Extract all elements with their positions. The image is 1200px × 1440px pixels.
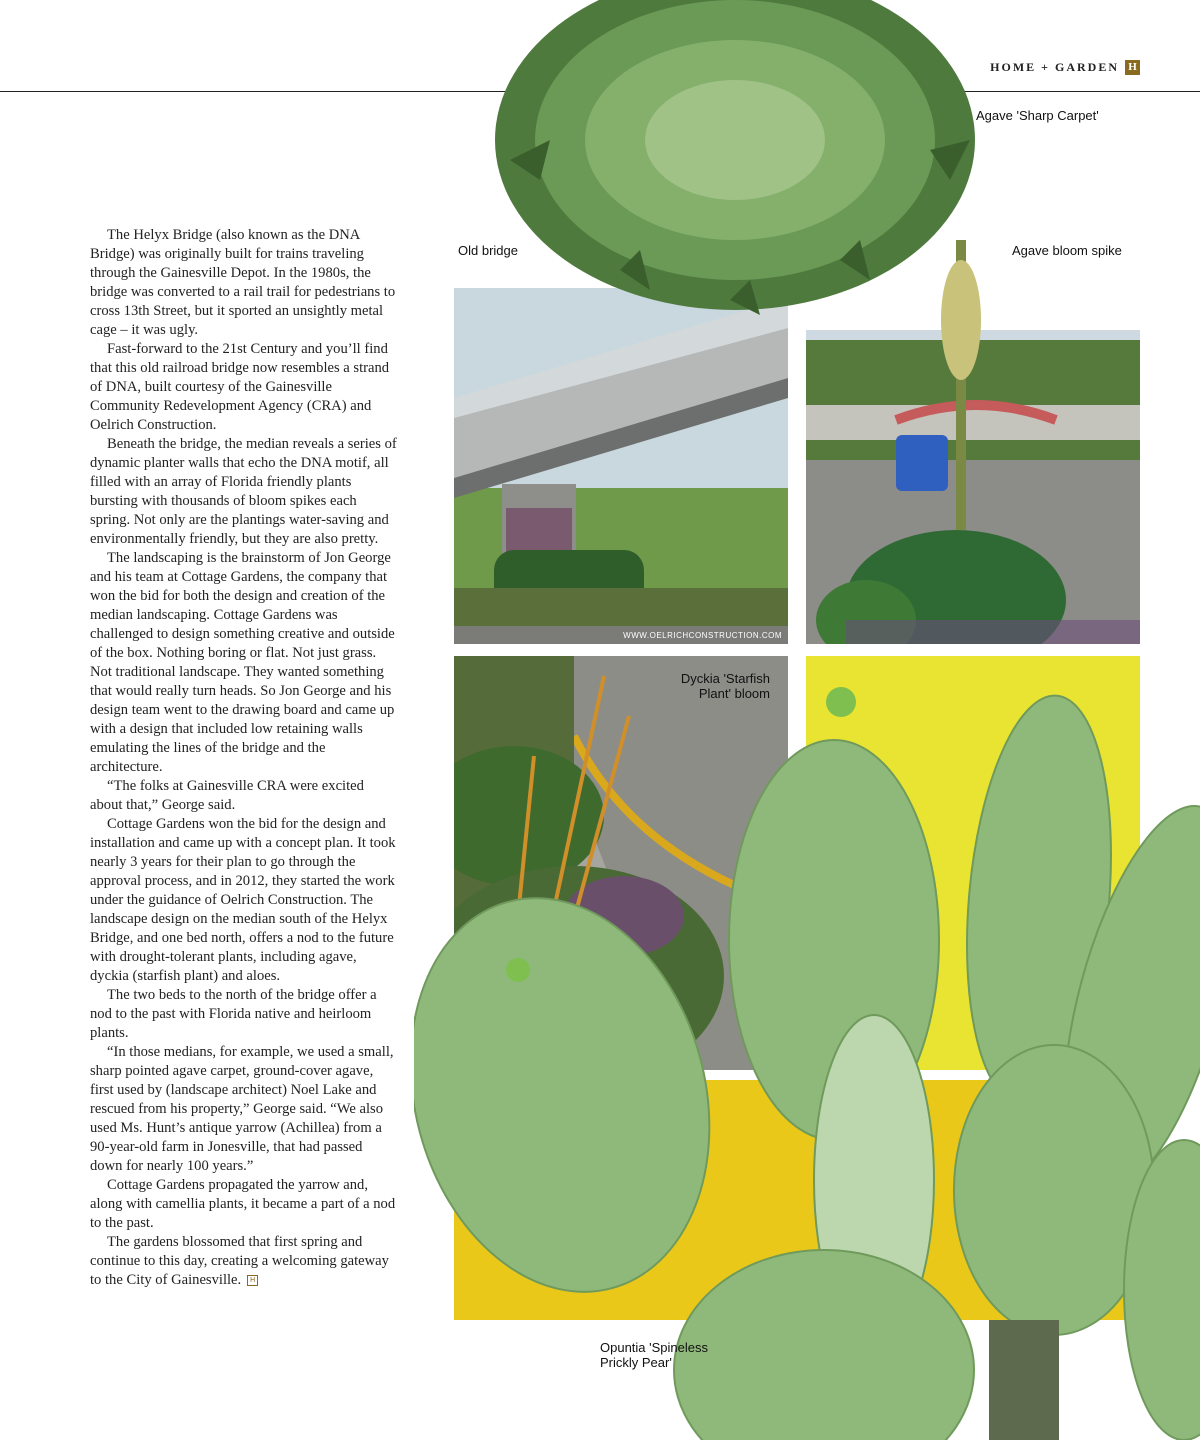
section-badge-icon: H <box>1125 60 1140 75</box>
article-paragraph: Cottage Gardens propagated the yarrow and, along with camellia plants, it became a part of a nod to the past. <box>90 1177 396 1231</box>
section-label <box>990 60 1140 75</box>
caption-opuntia-line2: Prickly Pear' <box>600 1355 672 1370</box>
caption-opuntia-line1: Opuntia 'Spineless <box>600 1340 708 1355</box>
article-paragraph: The landscaping is the brainstorm of Jon George and his team at Cottage Gardens, the company that won the bid for both the design and creation of the median landscaping. Cottage Gardens was challenged to design something creative and outside of the box. Nothing boring or flat. Not just grass. Not traditional landscape. They wanted something that would really turn heads. So Jon George and his design team went to the drawing board and came up with a design that included low retaining walls emulating the lines of the bridge and the architecture. <box>90 550 395 775</box>
article-paragraph: “In those medians, for example, we used a small, sharp pointed agave carpet, ground-cover agave, first used by (landscape architect) Noel Lake and rescued from his property,” George said. “We also used Ms. Hunt’s antique yarrow (Achillea) from a 90-year-old farm in Jonesville, that had passed down for nearly 100 years.” <box>90 1044 394 1174</box>
agave-sharp-carpet-image <box>490 0 980 320</box>
caption-dyckia-line2: Plant' bloom <box>698 686 770 701</box>
article-paragraph: “The folks at Gainesville CRA were excited about that,” George said. <box>90 778 364 813</box>
section-title: HOME + GARDEN <box>990 60 1119 74</box>
article-paragraph: Cottage Gardens won the bid for the design and installation and came up with a concept plan. It took nearly 3 years for their plan to go through the approval process, and in 2012, they started the work under the guidance of Oelrich Construction. The landscape design on the median south of the Helyx Bridge, and one bed north, offers a nod to the future with drought-tolerant plants, including agave, dyckia (starfish plant) and aloes. <box>90 816 396 984</box>
photo-credit: WWW.OELRICHCONSTRUCTION.COM <box>623 631 782 640</box>
caption-dyckia-line1: Dyckia 'Starfish <box>680 671 770 686</box>
article-paragraph-last <box>90 1233 398 1290</box>
caption-agave-sharp-carpet: Agave 'Sharp Carpet' <box>976 108 1099 123</box>
caption-dyckia <box>660 671 770 701</box>
article-body <box>90 226 398 1290</box>
old-bridge-photo <box>454 288 788 644</box>
article-paragraph: Beneath the bridge, the median reveals a series of dynamic planter walls that echo the DNA motif, all filled with an array of Florida friendly plants bursting with thousands of bloom spikes each spring. Not only are the plantings water-saving and environmentally friendly, but they are also pretty. <box>90 436 397 547</box>
article-paragraph: The two beds to the north of the bridge offer a nod to the past with Florida native and heirloom plants. <box>90 987 377 1041</box>
article-paragraph-text: The gardens blossomed that first spring and continue to this day, creating a welcoming gateway to the City of Gainesville. <box>90 1234 389 1288</box>
article-paragraph: The Helyx Bridge (also known as the DNA Bridge) was originally built for trains traveling through the Gainesville Depot. In the 1980s, the bridge was converted to a rail trail for pedestrians to cross 13th Street, but it sported an unsightly metal cage – it was ugly. <box>90 227 396 338</box>
caption-agave-bloom-spike: Agave bloom spike <box>1012 243 1122 258</box>
end-mark-icon: H <box>247 1275 258 1286</box>
article-paragraph: Fast-forward to the 21st Century and you’ll find that this old railroad bridge now resembles a strand of DNA, built courtesy of the Gainesville Community Redevelopment Agency (CRA) and Oelrich Construction. <box>90 341 390 433</box>
caption-opuntia <box>600 1340 708 1370</box>
opuntia-cactus-image <box>414 680 1200 1440</box>
caption-old-bridge: Old bridge <box>458 243 518 258</box>
